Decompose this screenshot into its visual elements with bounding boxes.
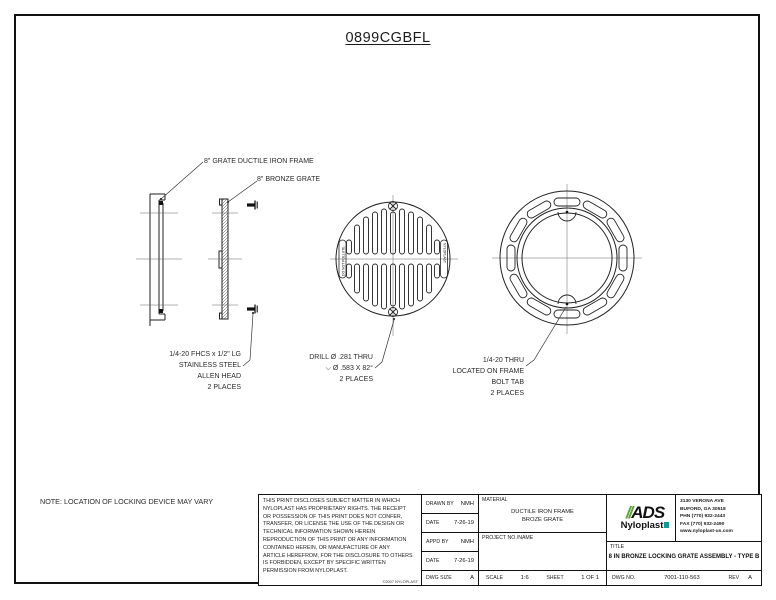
allen-screw-icons: [247, 201, 257, 314]
frame-section-view: [136, 194, 182, 326]
nyloplast-flag-icon: [664, 522, 669, 528]
title-cell: TITLE 8 IN BRONZE LOCKING GRATE ASSEMBLY - TYPE B: [606, 541, 762, 571]
legal-notice-text: THIS PRINT DISCLOSES SUBJECT MATTER IN WHICH NYLOPLAST HAS PROPRIETARY RIGHTS. THE RECEIPT OR POSSESSION OF THIS PRINT DOES NOT CONFER, TRANSFER, OR LICENSE THE USE OF THE DESIGN OR TECHNICAL INFORMATION SHOWN HEREIN REPRODUCTION OF THIS PRINT OR ANY INFORMATION CONTAINED HEREIN, OR MANUFACTURE OF ANY ARTICLE HEREFROM, FOR THE DISCLOSURE TO OTHERS IS FORBIDDEN, EXCEPT BY SPECIFIC WRITTEN PERMISSION FROM NYLOPLAST.: [263, 498, 413, 575]
general-note: NOTE: LOCATION OF LOCKING DEVICE MAY VARY: [40, 497, 214, 506]
doc-number: 0899CGBFL: [345, 30, 431, 46]
dwg-size-cell: DWG SIZE A: [421, 570, 479, 586]
logo-cell: [606, 494, 762, 542]
appd-by-cell: APPD BY NMH: [421, 532, 479, 552]
callout-frame: 8" GRATE DUCTILE IRON FRAME: [204, 158, 314, 165]
callout-grate: 8" BRONZE GRATE: [257, 176, 321, 183]
company-address: 3130 VERONA AVE BUFORD, GA 30518 PHN (770) 932-2443 FAX (770) 932-2490 www.nyloplast-us.com: [675, 495, 761, 541]
callout-fhcs: 1/4-20 FHCS x 1/2" LG STAINLESS STEEL ALLEN HEAD 2 PLACES: [169, 351, 241, 391]
material-value: DUCTILE IRON FRAME BROZE GRATE: [511, 509, 574, 523]
drawn-date-cell: DATE 7-26-19: [421, 513, 479, 533]
frame-plan-view: [492, 184, 642, 334]
appd-date-cell: DATE 7-26-19: [421, 551, 479, 571]
grate-label-right: NYLOPLAST: [442, 243, 447, 263]
grate-plan-view: [330, 195, 458, 336]
callout-thru: 1/4-20 THRU LOCATED ON FRAME BOLT TAB 2 PLACES: [452, 357, 524, 397]
grate-section-view: [208, 199, 242, 319]
drawing-title: 8 IN BRONZE LOCKING GRATE ASSEMBLY - TYPE B: [608, 554, 760, 560]
grate-label-left: DO NOT POLLUTE: [341, 246, 346, 276]
copyright-text: ©2007 NYLOPLAST: [382, 579, 418, 584]
dwg-no-value: 7001-110-563: [664, 575, 700, 581]
callout-drill: DRILL Ø .281 THRU ⌵ Ø .583 X 82° 2 PLACES: [309, 354, 373, 383]
dwg-no-cell: DWG NO. 7001-110-563 REV A: [606, 570, 762, 586]
legal-notice-box: [258, 494, 422, 586]
ads-logo-slashes: //: [625, 503, 632, 522]
project-cell: PROJECT NO./NAME: [478, 532, 607, 571]
ads-nyloplast-logo: //ADS Nyloplast: [615, 503, 675, 531]
scale-sheet-cell: SCALE 1:6 SHEET 1 OF 1: [478, 570, 607, 586]
material-cell: MATERIAL DUCTILE IRON FRAME BROZE GRATE: [478, 494, 607, 533]
rev-value: A: [748, 575, 752, 581]
drawn-by-cell: DRAWN BY NMH: [421, 494, 479, 514]
